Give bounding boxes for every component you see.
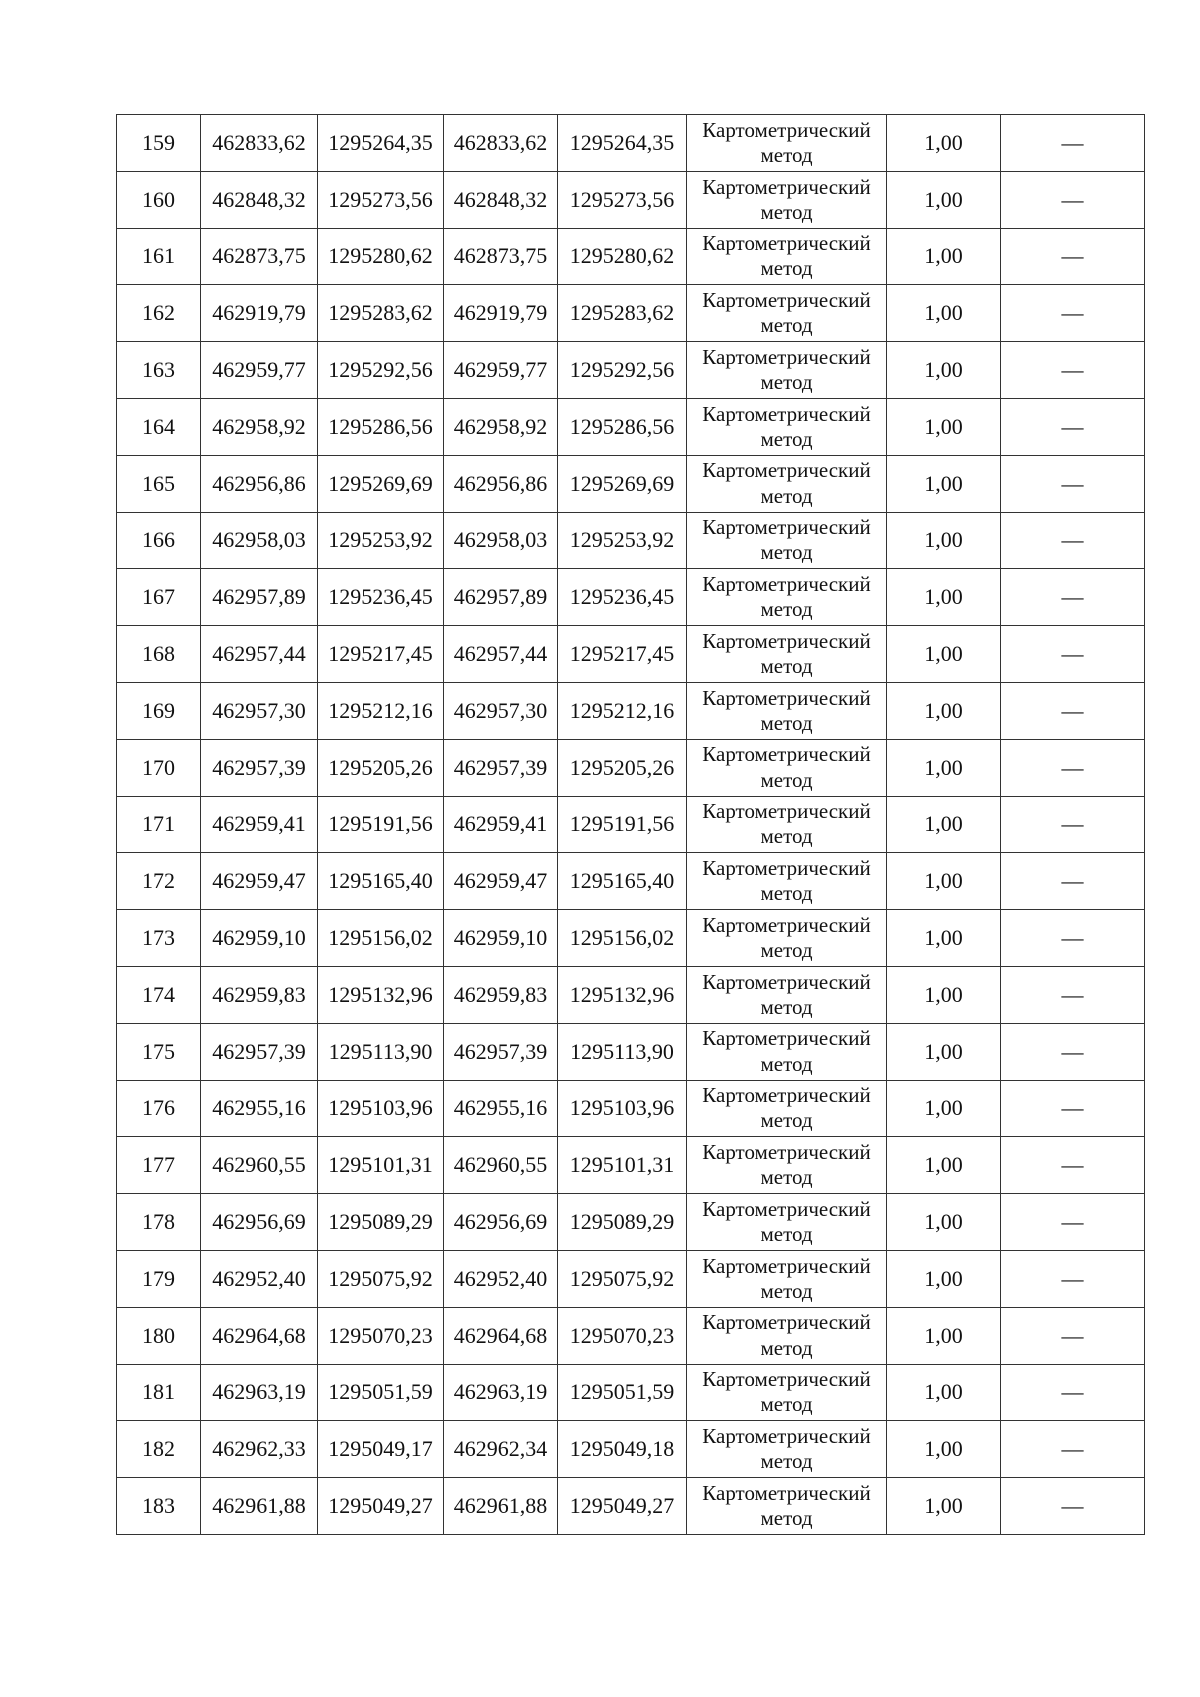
method-cell [687, 228, 887, 285]
precision-cell: 1,00 [887, 1137, 1001, 1194]
new-y-cell: 1295049,18 [558, 1421, 687, 1478]
point-number-cell: 167 [117, 569, 201, 626]
table-row [117, 171, 1145, 228]
old-y-cell: 1295217,45 [318, 626, 444, 683]
precision-cell: 1,00 [887, 569, 1001, 626]
new-y-cell: 1295269,69 [558, 455, 687, 512]
point-number-cell: 163 [117, 342, 201, 399]
old-y-cell: 1295236,45 [318, 569, 444, 626]
method-line-2: метод [760, 142, 813, 167]
method-line-2: метод [760, 1278, 813, 1303]
precision-cell: 1,00 [887, 228, 1001, 285]
precision-cell: 1,00 [887, 1023, 1001, 1080]
method-cell [687, 455, 887, 512]
point-number-cell: 175 [117, 1023, 201, 1080]
table-row [117, 796, 1145, 853]
description-cell: — [1001, 853, 1145, 910]
old-y-cell: 1295280,62 [318, 228, 444, 285]
description-cell: — [1001, 682, 1145, 739]
method-line-2: метод [760, 483, 813, 508]
table-row [117, 115, 1145, 172]
method-line-2: метод [760, 426, 813, 451]
table-row [117, 569, 1145, 626]
method-line-1: Картометрический [702, 912, 871, 937]
method-line-2: метод [760, 824, 813, 849]
method-line-1: Картометрический [702, 799, 871, 824]
method-cell [687, 1137, 887, 1194]
method-line-2: метод [760, 540, 813, 565]
method-line-1: Картометрический [702, 1367, 871, 1392]
precision-cell: 1,00 [887, 115, 1001, 172]
new-x-cell: 462955,16 [444, 1080, 558, 1137]
description-cell: — [1001, 739, 1145, 796]
new-y-cell: 1295156,02 [558, 910, 687, 967]
table-row [117, 1421, 1145, 1478]
method-line-1: Картометрический [702, 1310, 871, 1335]
method-cell [687, 1307, 887, 1364]
method-line-1: Картометрический [702, 856, 871, 881]
description-cell: — [1001, 1194, 1145, 1251]
description-cell: — [1001, 626, 1145, 683]
description-cell: — [1001, 1250, 1145, 1307]
new-x-cell: 462919,79 [444, 285, 558, 342]
table-row [117, 455, 1145, 512]
old-y-cell: 1295051,59 [318, 1364, 444, 1421]
precision-cell: 1,00 [887, 342, 1001, 399]
old-x-cell: 462957,39 [201, 1023, 318, 1080]
method-line-1: Картометрический [702, 685, 871, 710]
table-row [117, 1137, 1145, 1194]
new-y-cell: 1295205,26 [558, 739, 687, 796]
method-line-1: Картометрический [702, 344, 871, 369]
old-y-cell: 1295165,40 [318, 853, 444, 910]
method-line-2: метод [760, 938, 813, 963]
description-cell: — [1001, 285, 1145, 342]
new-y-cell: 1295103,96 [558, 1080, 687, 1137]
old-y-cell: 1295049,17 [318, 1421, 444, 1478]
method-cell [687, 910, 887, 967]
method-line-2: метод [760, 1222, 813, 1247]
new-y-cell: 1295165,40 [558, 853, 687, 910]
point-number-cell: 182 [117, 1421, 201, 1478]
old-x-cell: 462959,10 [201, 910, 318, 967]
method-line-1: Картометрический [702, 515, 871, 540]
method-line-1: Картометрический [702, 969, 871, 994]
new-x-cell: 462952,40 [444, 1250, 558, 1307]
description-cell: — [1001, 1307, 1145, 1364]
old-x-cell: 462958,92 [201, 398, 318, 455]
method-line-2: метод [760, 767, 813, 792]
table-row [117, 682, 1145, 739]
description-cell: — [1001, 455, 1145, 512]
table-row [117, 626, 1145, 683]
method-cell [687, 115, 887, 172]
method-cell [687, 966, 887, 1023]
point-number-cell: 161 [117, 228, 201, 285]
table-row [117, 228, 1145, 285]
new-x-cell: 462960,55 [444, 1137, 558, 1194]
method-line-1: Картометрический [702, 628, 871, 653]
method-line-2: метод [760, 1506, 813, 1531]
description-cell: — [1001, 1364, 1145, 1421]
table-row [117, 1307, 1145, 1364]
new-x-cell: 462848,32 [444, 171, 558, 228]
description-cell: — [1001, 1421, 1145, 1478]
old-y-cell: 1295089,29 [318, 1194, 444, 1251]
description-cell: — [1001, 1137, 1145, 1194]
new-y-cell: 1295292,56 [558, 342, 687, 399]
method-cell [687, 569, 887, 626]
method-cell [687, 1080, 887, 1137]
old-x-cell: 462873,75 [201, 228, 318, 285]
precision-cell: 1,00 [887, 455, 1001, 512]
method-cell [687, 626, 887, 683]
new-y-cell: 1295280,62 [558, 228, 687, 285]
old-y-cell: 1295101,31 [318, 1137, 444, 1194]
point-number-cell: 173 [117, 910, 201, 967]
method-cell [687, 171, 887, 228]
old-y-cell: 1295075,92 [318, 1250, 444, 1307]
point-number-cell: 166 [117, 512, 201, 569]
point-number-cell: 180 [117, 1307, 201, 1364]
point-number-cell: 178 [117, 1194, 201, 1251]
old-x-cell: 462964,68 [201, 1307, 318, 1364]
method-line-1: Картометрический [702, 1083, 871, 1108]
old-y-cell: 1295269,69 [318, 455, 444, 512]
new-x-cell: 462959,83 [444, 966, 558, 1023]
old-y-cell: 1295191,56 [318, 796, 444, 853]
point-number-cell: 164 [117, 398, 201, 455]
method-cell [687, 796, 887, 853]
old-y-cell: 1295286,56 [318, 398, 444, 455]
table-row [117, 398, 1145, 455]
table-row [117, 1478, 1145, 1535]
precision-cell: 1,00 [887, 1307, 1001, 1364]
new-y-cell: 1295101,31 [558, 1137, 687, 1194]
method-cell [687, 1421, 887, 1478]
old-y-cell: 1295292,56 [318, 342, 444, 399]
new-x-cell: 462873,75 [444, 228, 558, 285]
table-row [117, 1250, 1145, 1307]
table-row [117, 966, 1145, 1023]
precision-cell: 1,00 [887, 512, 1001, 569]
method-line-1: Картометрический [702, 572, 871, 597]
old-y-cell: 1295070,23 [318, 1307, 444, 1364]
method-line-2: метод [760, 256, 813, 281]
new-x-cell: 462957,39 [444, 1023, 558, 1080]
precision-cell: 1,00 [887, 739, 1001, 796]
new-y-cell: 1295089,29 [558, 1194, 687, 1251]
new-x-cell: 462964,68 [444, 1307, 558, 1364]
point-number-cell: 172 [117, 853, 201, 910]
precision-cell: 1,00 [887, 398, 1001, 455]
point-number-cell: 162 [117, 285, 201, 342]
description-cell: — [1001, 171, 1145, 228]
method-line-2: метод [760, 1165, 813, 1190]
method-cell [687, 853, 887, 910]
new-x-cell: 462957,44 [444, 626, 558, 683]
new-y-cell: 1295051,59 [558, 1364, 687, 1421]
new-x-cell: 462963,19 [444, 1364, 558, 1421]
method-line-2: метод [760, 881, 813, 906]
precision-cell: 1,00 [887, 682, 1001, 739]
table-row [117, 910, 1145, 967]
old-x-cell: 462961,88 [201, 1478, 318, 1535]
description-cell: — [1001, 342, 1145, 399]
point-number-cell: 176 [117, 1080, 201, 1137]
method-line-2: метод [760, 1335, 813, 1360]
new-x-cell: 462962,34 [444, 1421, 558, 1478]
old-x-cell: 462962,33 [201, 1421, 318, 1478]
new-x-cell: 462956,69 [444, 1194, 558, 1251]
new-y-cell: 1295191,56 [558, 796, 687, 853]
new-y-cell: 1295070,23 [558, 1307, 687, 1364]
new-y-cell: 1295286,56 [558, 398, 687, 455]
method-line-1: Картометрический [702, 117, 871, 142]
old-x-cell: 462960,55 [201, 1137, 318, 1194]
method-line-1: Картометрический [702, 458, 871, 483]
table-row [117, 853, 1145, 910]
table-row [117, 285, 1145, 342]
precision-cell: 1,00 [887, 1478, 1001, 1535]
new-x-cell: 462958,03 [444, 512, 558, 569]
table-row [117, 1080, 1145, 1137]
method-cell [687, 1194, 887, 1251]
old-x-cell: 462957,30 [201, 682, 318, 739]
method-line-1: Картометрический [702, 742, 871, 767]
method-line-1: Картометрический [702, 1480, 871, 1505]
new-y-cell: 1295049,27 [558, 1478, 687, 1535]
old-x-cell: 462957,44 [201, 626, 318, 683]
method-cell [687, 1023, 887, 1080]
precision-cell: 1,00 [887, 1421, 1001, 1478]
new-x-cell: 462956,86 [444, 455, 558, 512]
old-y-cell: 1295049,27 [318, 1478, 444, 1535]
old-x-cell: 462957,39 [201, 739, 318, 796]
method-line-2: метод [760, 654, 813, 679]
point-number-cell: 174 [117, 966, 201, 1023]
point-number-cell: 183 [117, 1478, 201, 1535]
old-y-cell: 1295103,96 [318, 1080, 444, 1137]
description-cell: — [1001, 1023, 1145, 1080]
point-number-cell: 177 [117, 1137, 201, 1194]
table-row [117, 1194, 1145, 1251]
method-cell [687, 739, 887, 796]
new-y-cell: 1295236,45 [558, 569, 687, 626]
precision-cell: 1,00 [887, 1080, 1001, 1137]
method-line-2: метод [760, 370, 813, 395]
method-line-2: метод [760, 313, 813, 338]
precision-cell: 1,00 [887, 853, 1001, 910]
precision-cell: 1,00 [887, 1364, 1001, 1421]
precision-cell: 1,00 [887, 626, 1001, 683]
description-cell: — [1001, 115, 1145, 172]
new-x-cell: 462958,92 [444, 398, 558, 455]
precision-cell: 1,00 [887, 285, 1001, 342]
old-y-cell: 1295273,56 [318, 171, 444, 228]
method-line-2: метод [760, 1108, 813, 1133]
description-cell: — [1001, 1478, 1145, 1535]
method-line-1: Картометрический [702, 174, 871, 199]
method-line-1: Картометрический [702, 1140, 871, 1165]
method-cell [687, 512, 887, 569]
new-y-cell: 1295253,92 [558, 512, 687, 569]
new-x-cell: 462961,88 [444, 1478, 558, 1535]
new-y-cell: 1295217,45 [558, 626, 687, 683]
table-row [117, 342, 1145, 399]
new-x-cell: 462959,47 [444, 853, 558, 910]
table-row [117, 1023, 1145, 1080]
method-line-1: Картометрический [702, 1424, 871, 1449]
point-number-cell: 179 [117, 1250, 201, 1307]
old-x-cell: 462958,03 [201, 512, 318, 569]
method-line-1: Картометрический [702, 1253, 871, 1278]
method-line-2: метод [760, 1449, 813, 1474]
description-cell: — [1001, 966, 1145, 1023]
precision-cell: 1,00 [887, 796, 1001, 853]
description-cell: — [1001, 796, 1145, 853]
table-body [117, 115, 1145, 1535]
new-x-cell: 462833,62 [444, 115, 558, 172]
method-line-2: метод [760, 199, 813, 224]
old-x-cell: 462955,16 [201, 1080, 318, 1137]
method-line-2: метод [760, 710, 813, 735]
new-y-cell: 1295113,90 [558, 1023, 687, 1080]
description-cell: — [1001, 1080, 1145, 1137]
method-line-1: Картометрический [702, 231, 871, 256]
precision-cell: 1,00 [887, 910, 1001, 967]
method-cell [687, 342, 887, 399]
old-x-cell: 462833,62 [201, 115, 318, 172]
point-number-cell: 170 [117, 739, 201, 796]
new-x-cell: 462959,77 [444, 342, 558, 399]
old-y-cell: 1295205,26 [318, 739, 444, 796]
precision-cell: 1,00 [887, 966, 1001, 1023]
old-y-cell: 1295253,92 [318, 512, 444, 569]
point-number-cell: 160 [117, 171, 201, 228]
point-number-cell: 159 [117, 115, 201, 172]
new-y-cell: 1295132,96 [558, 966, 687, 1023]
old-x-cell: 462956,86 [201, 455, 318, 512]
old-y-cell: 1295212,16 [318, 682, 444, 739]
old-x-cell: 462957,89 [201, 569, 318, 626]
method-line-1: Картометрический [702, 288, 871, 313]
old-x-cell: 462963,19 [201, 1364, 318, 1421]
old-y-cell: 1295156,02 [318, 910, 444, 967]
old-x-cell: 462959,83 [201, 966, 318, 1023]
old-x-cell: 462919,79 [201, 285, 318, 342]
old-x-cell: 462848,32 [201, 171, 318, 228]
point-number-cell: 171 [117, 796, 201, 853]
old-y-cell: 1295132,96 [318, 966, 444, 1023]
point-number-cell: 169 [117, 682, 201, 739]
old-x-cell: 462952,40 [201, 1250, 318, 1307]
method-line-1: Картометрический [702, 1196, 871, 1221]
point-number-cell: 168 [117, 626, 201, 683]
new-y-cell: 1295283,62 [558, 285, 687, 342]
method-line-2: метод [760, 1392, 813, 1417]
method-line-1: Картометрический [702, 401, 871, 426]
method-line-2: метод [760, 597, 813, 622]
method-line-2: метод [760, 1051, 813, 1076]
precision-cell: 1,00 [887, 1194, 1001, 1251]
method-cell [687, 1250, 887, 1307]
precision-cell: 1,00 [887, 1250, 1001, 1307]
old-x-cell: 462959,41 [201, 796, 318, 853]
description-cell: — [1001, 228, 1145, 285]
table-row [117, 739, 1145, 796]
method-cell [687, 1478, 887, 1535]
new-y-cell: 1295212,16 [558, 682, 687, 739]
point-number-cell: 165 [117, 455, 201, 512]
point-number-cell: 181 [117, 1364, 201, 1421]
new-y-cell: 1295264,35 [558, 115, 687, 172]
description-cell: — [1001, 910, 1145, 967]
old-y-cell: 1295283,62 [318, 285, 444, 342]
description-cell: — [1001, 512, 1145, 569]
old-x-cell: 462956,69 [201, 1194, 318, 1251]
table-row [117, 512, 1145, 569]
old-y-cell: 1295264,35 [318, 115, 444, 172]
method-cell [687, 285, 887, 342]
old-x-cell: 462959,77 [201, 342, 318, 399]
table-row [117, 1364, 1145, 1421]
new-y-cell: 1295075,92 [558, 1250, 687, 1307]
new-x-cell: 462957,39 [444, 739, 558, 796]
new-x-cell: 462959,10 [444, 910, 558, 967]
new-y-cell: 1295273,56 [558, 171, 687, 228]
coordinates-table [116, 114, 1145, 1535]
description-cell: — [1001, 569, 1145, 626]
method-line-2: метод [760, 994, 813, 1019]
old-y-cell: 1295113,90 [318, 1023, 444, 1080]
precision-cell: 1,00 [887, 171, 1001, 228]
method-cell [687, 1364, 887, 1421]
old-x-cell: 462959,47 [201, 853, 318, 910]
new-x-cell: 462959,41 [444, 796, 558, 853]
method-cell [687, 682, 887, 739]
method-line-1: Картометрический [702, 1026, 871, 1051]
method-cell [687, 398, 887, 455]
description-cell: — [1001, 398, 1145, 455]
new-x-cell: 462957,30 [444, 682, 558, 739]
new-x-cell: 462957,89 [444, 569, 558, 626]
